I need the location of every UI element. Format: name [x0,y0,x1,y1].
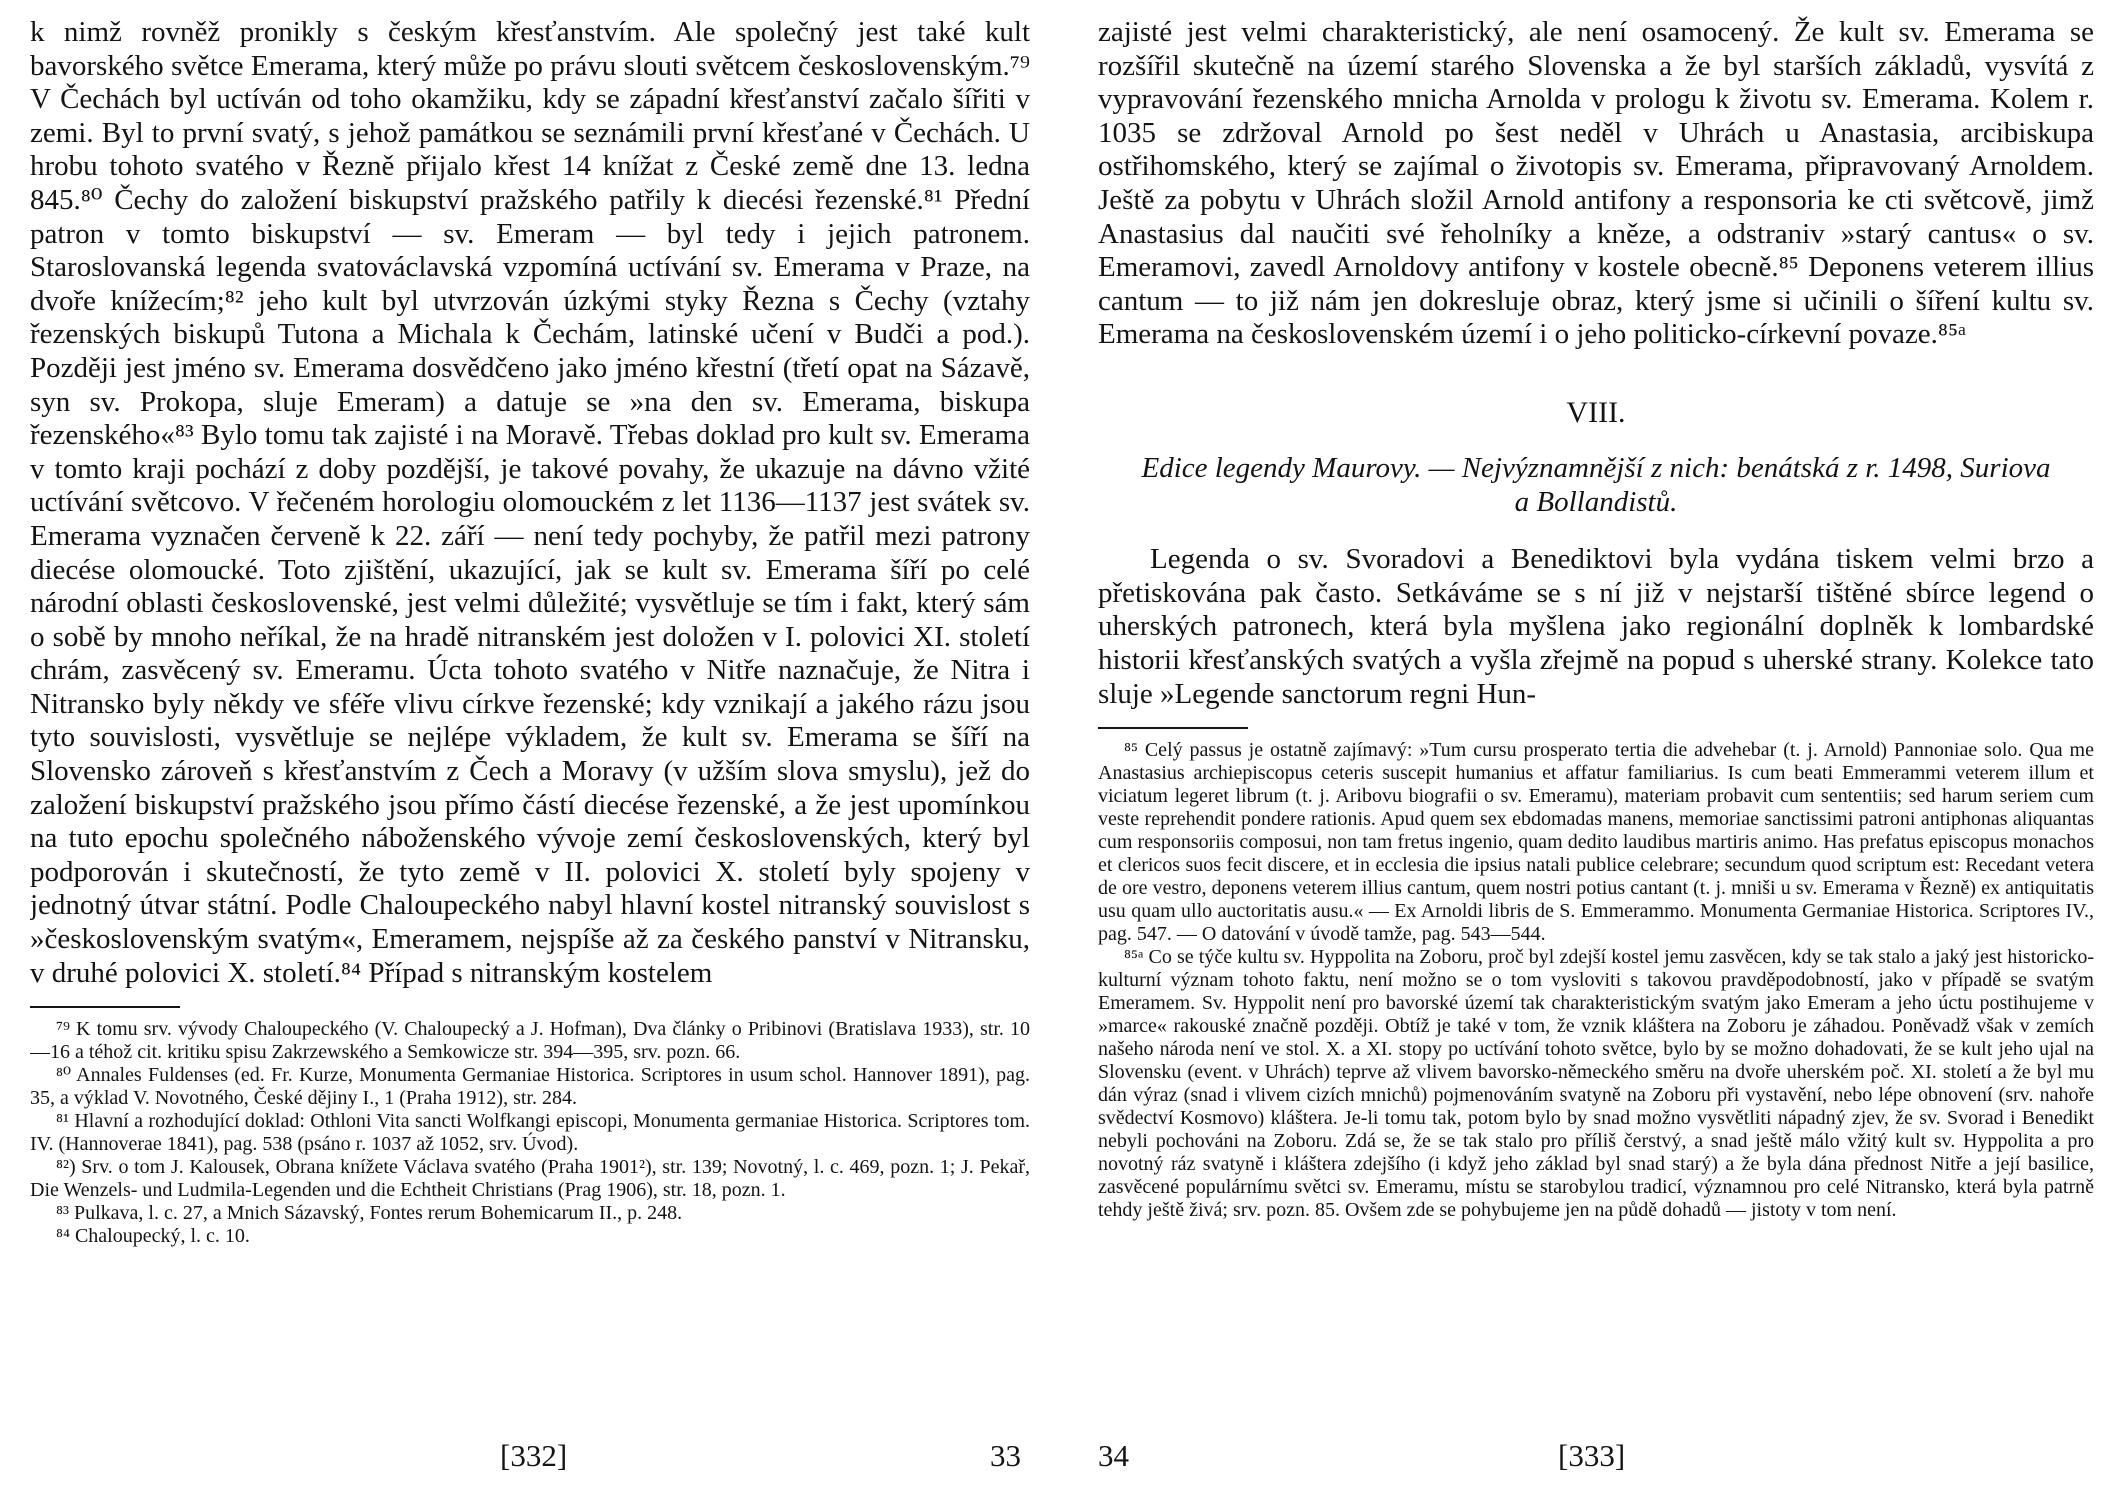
footnote-84: ⁸⁴ Chaloupecký, l. c. 10. [56,1225,250,1248]
right-paragraph-1: zajisté jest velmi charakteristický, ale není osamocený. Že kult sv. Emerama se rozšířil skutečně na území starého Slovenska a že byl starších základů, vysvítá z vypravování řezenského mnicha Arnolda v prologu k životu sv. Emerama. Kolem r. 1035 se zdržoval Arnold po šest neděl v Uhrách u Anastasia, arcibiskupa ostřihomského, který se zajímal o životopis sv. Emerama, připravovaný Arnoldem. Ještě za pobytu v Uhrách složil Arnold antifony a responsoria ke cti světcově, jimž Anastasius dal naučiti své řeholníky a kněze, a odstraniv »starý cantus« o sv. Emeramovi, zavedl Arnoldovy antifony v kostele obecně.⁸⁵ Deponens veterem illius cantum — to již nám jen dokresluje obraz, který jsme si učinili o šíření kultu sv. Emerama na československém území i o jeho politicko-církevní povaze.⁸⁵ᵃ [1098,16,2094,351]
footnote-83: ⁸³ Pulkava, l. c. 27, a Mnich Sázavský, Fontes rerum Bohemicarum II., p. 248. [56,1202,683,1225]
page-number-left: 33 [990,1438,1021,1473]
right-paragraph-2: Legenda o sv. Svoradovi a Benediktovi byla vydána tiskem velmi brzo a přetiskována pak často. Setkáváme se s ní již v nejstarší tištěné sbírce legend o uherských patronech, která byla myšlena jako regionální doplněk k lombardské historii křesťanských svatých a vyšla zřejmě na popud s uherské strany. Kolekce tato sluje »Legende sanctorum regni Hun- [1098,543,2094,710]
footnote-80: ⁸⁰ Annales Fuldenses (ed. Fr. Kurze, Monumenta Germaniae Historica. Scriptores in usum schol. Hannover 1891), pag. 35, a výklad V. Novotného, České dějiny I., 1 (Praha 1912), str. 284. [30,1064,1030,1110]
right-page [1098,16,2094,1488]
page-number-right: 34 [1098,1438,1129,1473]
footnote-rule [1098,727,1248,729]
right-footnotes [1098,739,2094,1222]
chapter-number: VIII. [1566,395,1626,429]
right-body-top [1098,16,2094,352]
chapter-subtitle: Edice legendy Maurovy. — Nejvýznamnější z nich: benátská z r. 1498, Suriova a Bollandistů. [1141,451,2051,518]
footnote-79: ⁷⁹ K tomu srv. vývody Chaloupeckého (V. Chaloupecký a J. Hofman), Dva články o Pribinovi (Bratislava 1933), str. 10—16 a téhož cit. kritiku spisu Zakrzewského a Semkowicze str. 394—395, srv. pozn. 66. [30,1018,1030,1064]
footnote-rule [30,1006,180,1008]
right-body-bottom [1098,543,2094,711]
footnote-81: ⁸¹ Hlavní a rozhodující doklad: Othloni Vita sancti Wolfkangi episcopi, Monumenta germaniae Historica. Scriptores tom. IV. (Hannoverae 1841), pag. 538 (psáno r. 1037 až 1052, srv. Úvod). [30,1110,1030,1156]
footnote-85: ⁸⁵ Celý passus je ostatně zajímavý: »Tum cursu prosperato tertia die advehebar (t. j. Arnold) Pannoniae solo. Qua me Anastasius archiepiscopus ceteris suscepit humanius et affatur familiarius. Is cum beati Emmerammi veterem illum et viciatum legeret librum (t. j. Aribovu biografii o sv. Emeramu), materiam probavit cum sententiis; sed harum seriem cum veste reprehendit pondere rationis. Apud quem sex ebdomadas manens, memoriae sanctissimi patroni antiphonas aliquantas cum responsoriis composui, non tam fretus ingenio, quam dedito laudibus martiris animo. Has prefatus episcopus monachos et clericos suos fecit discere, et in ecclesia die ipsius natali publice celebrare; secundum quod scriptum est: Recedant vetera de ore vestro, deponens veterem illius cantum, quem nostri potius cantant (t. j. mniši u sv. Emerama v Řezně) ex antiquitatis usu quam ullo auctoritatis ausu.« — Ex Arnoldi libris de S. Emmerammo. Monumenta Germaniae Historica. Scriptores IV., pag. 547. — O datování v úvodě tamže, pag. 543—544. [1098,739,2094,946]
page-bracket-left: [332] [500,1438,568,1473]
left-page [30,16,1030,1488]
left-body [30,16,1030,990]
footnote-85a: ⁸⁵ᵃ Co se týče kultu sv. Hyppolita na Zoboru, proč byl zdejší kostel jemu zasvěcen, kdy se tak stalo a jaký jest historicko-kulturní význam tohoto faktu, není možno se o tom vysloviti s takovou pravděpodobností, jako v případě se svatým Emeramem. Sv. Hyppolit není pro bavorské území tak charakteristickým svatým jako Emeram a jeho úctu postihujeme v »marce« rakouské značně později. Obtíž je také v tom, že vznik kláštera na Zoboru je záhadou. Poněvadž však v zemích našeho národa není ve stol. X. a XI. stopy po uctívání tohoto světce, bylo by se možno dohadovati, že se kult jeho ujal na Slovensku (event. v Uhrách) teprve až vlivem bavorsko-německého směru na dvoře uherském poč. XI. století a že byl mu dán výraz (snad i vlivem cizích mnichů) pojmenováním svatyně na Zoboru při vystavění, nebo lépe obnovení (srv. nahoře svědectví Kosmovo) kláštera. Je-li tomu tak, potom bylo by snad možno vysvětliti nápadný zjev, že sv. Svorad i Benedikt nebyli pochováni na Zoboru. Zdá se, že se tak stalo pro příliš čerstvý, a snad ještě málo vžitý kult sv. Hyppolita a pro novotný ráz svatyně i kláštera zdejšího (i když jeho základ byl snad starý) a že byla dána přednost Nitře a její basilice, zasvěcené populárnímu světci sv. Emeramu, místu se starobylou tradicí, významnou pro celé Nitransko, která byla patrně tehdy ještě živá; srv. pozn. 85. Ovšem zde se pohybujeme jen na půdě dohadů — jistoty v tom není. [1098,946,2094,1222]
footnote-82: ⁸²) Srv. o tom J. Kalousek, Obrana knížete Václava svatého (Praha 1901²), str. 139; Novotný, l. c. 469, pozn. 1; J. Pekař, Die Wenzels- und Ludmila-Legenden und die Echtheit Christians (Prag 1906), str. 18, pozn. 1. [30,1156,1030,1202]
left-footnotes [30,1018,1030,1248]
left-paragraph: k nimž rovněž pronikly s českým křesťanstvím. Ale společný jest také kult bavorského světce Emerama, který může po právu slouti světcem československým.⁷⁹ V Čechách byl uctíván od toho okamžiku, kdy se západní křesťanství začalo šířiti v zemi. Byl to první svatý, s jehož památkou se seznámili první křesťané v Čechách. U hrobu tohoto svatého v Řezně přijalo křest 14 knížat z České země dne 13. ledna 845.⁸⁰ Čechy do založení biskupství pražského patřily k diecési řezenské.⁸¹ Přední patron v tomto biskupství — sv. Emeram — byl tedy i jejich patronem. Staroslovanská legenda svatováclavská vzpomíná uctívání sv. Emerama v Praze, na dvoře knížecím;⁸² jeho kult byl utvrzován úzkými styky Řezna s Čechy (vztahy řezenských biskupů Tutona a Michala k Čechám, latinské učení v Budči a pod.). Později jest jméno sv. Emerama dosvědčeno jako jméno křestní (třetí opat na Sázavě, syn sv. Prokopa, sluje Emeram) a datuje se »na den sv. Emerama, biskupa řezenského«⁸³ Bylo tomu tak zajisté i na Moravě. Třebas doklad pro kult sv. Emerama v tomto kraji pochází z doby pozdější, je takové povahy, že ukazuje na dávno vžité uctívání světcovo. V řečeném horologiu olomouckém z let 1136—1137 jest svátek sv. Emerama vyznačen červeně k 22. září — není tedy pochyby, že patřil mezi patrony diecése olomoucké. Toto zjištění, ukazující, jak se kult sv. Emerama šíří po celé národní oblasti československé, jest velmi důležité; vysvětluje se tím i fakt, který sám o sobě by mnoho neříkal, že na hradě nitranském jest doložen v I. polovici XI. století chrám, zasvěcený sv. Emeramu. Úcta tohoto svatého v Nitře naznačuje, že Nitra i Nitransko byly někdy ve sféře vlivu církve řezenské; kdy vznikají a jakého rázu jsou tyto souvislosti, vysvětluje se nejlépe výkladem, že kult sv. Emerama se šíří na Slovensko zároveň s křesťanstvím z Čech a Moravy (v užším slova smyslu), jež do založení biskupství pražského jsou přímo částí diecése řezenské, a že jest upomínkou na tuto epochu společného náboženského vývoje zemí československých, který byl podporován i skutečností, že tyto země v II. polovici X. století byly spojeny v jednotný útvar státní. Podle Chaloupeckého nabyl hlavní kostel nitranský souvislost s »československým svatým«, Emeramem, nejspíše až za českého panství v Nitransku, v druhé polovici X. století.⁸⁴ Případ s nitranským kostelem [30,16,1030,989]
page-bracket-right: [333] [1558,1438,1626,1473]
